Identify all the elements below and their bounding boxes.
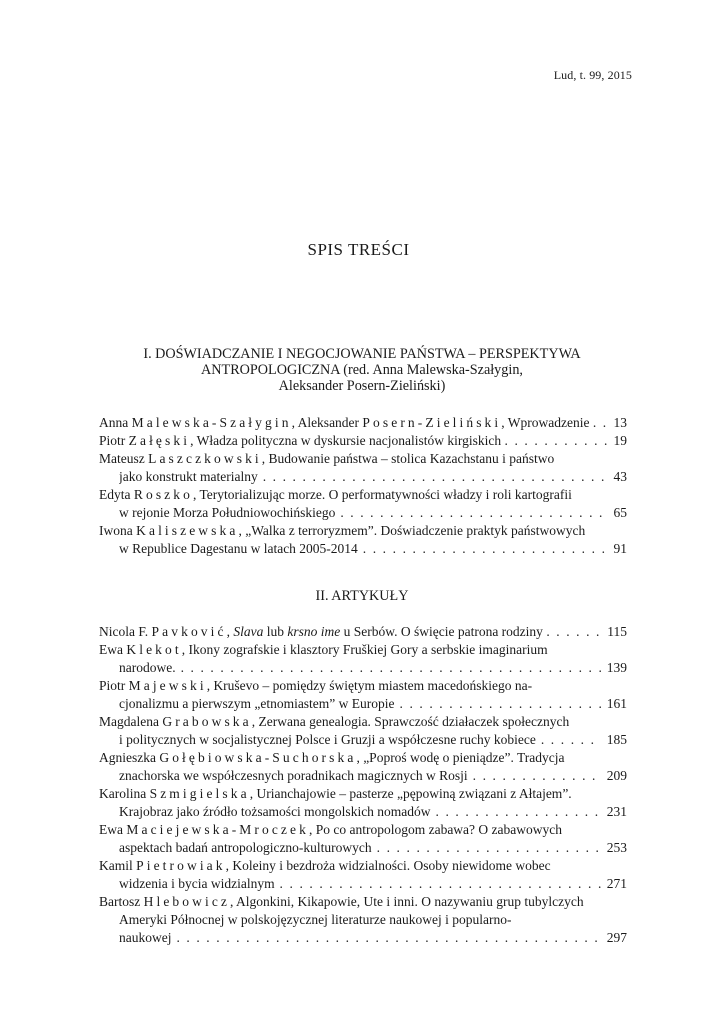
section-heading-1 <box>100 346 624 394</box>
author-first-name: Piotr <box>99 433 126 448</box>
page-number: 115 <box>607 624 627 639</box>
author-surname: Laszczkowski <box>148 451 262 466</box>
entry-title-continued: w Republice Dagestanu w latach 2005-2014 <box>119 541 358 556</box>
author-first-name: Ewa <box>99 822 123 837</box>
entry-title-continued: znachorska we współczesnych poradnikach magicznych w Rosji <box>119 768 468 783</box>
page-number: 209 <box>606 768 627 783</box>
page-number: 19 <box>613 433 627 448</box>
toc-entry[interactable] <box>99 821 627 857</box>
entry-title: lub <box>263 624 288 639</box>
entry-title: , Po co antropologom zabawa? O zabawowych <box>308 822 563 837</box>
toc-entry[interactable] <box>99 641 627 677</box>
author-first-name: Piotr <box>99 678 126 693</box>
toc-entry[interactable] <box>99 893 627 947</box>
entry-title: , <box>226 624 234 639</box>
entry-title-continued: widzenia i bycia widzialnym <box>119 876 275 891</box>
author-surname: Grabowska <box>162 714 252 729</box>
entry-title-continued: w rejonie Morza Południowochińskiego <box>119 505 336 520</box>
entry-title-italic: krsno ime <box>287 624 341 639</box>
entry-title: u Serbów. O święcie patrona rodziny <box>340 624 543 639</box>
toc-section-2 <box>99 623 627 947</box>
toc-entry[interactable] <box>99 414 627 432</box>
section-heading-line: I. DOŚWIADCZANIE I NEGOCJOWANIE PAŃSTWA – PERSPEKTYWA <box>143 346 581 362</box>
entry-title-italic: Slava <box>233 624 264 639</box>
author-first-name: Kamil <box>99 858 133 873</box>
entry-title: , Władza polityczna w dyskursie nacjonalistów kirgiskich <box>190 433 502 448</box>
author-first-name: Ewa <box>99 642 123 657</box>
entry-title: , Urianchajowie – pasterze „pępowiną związani z Ałtajem”. <box>249 786 572 801</box>
entry-title: , „Walka z terroryzmem”. Doświadczenie praktyk państwowych <box>238 523 586 538</box>
author-surname: Hlebowicz <box>143 894 231 909</box>
author-first-name: Mateusz <box>99 451 145 466</box>
toc-entry[interactable] <box>99 749 627 785</box>
page-number: 231 <box>606 804 627 819</box>
author-surname: Pietrowiak <box>136 858 226 873</box>
section-heading-line: ANTROPOLOGICZNA (red. Anna Malewska-Szałygin, <box>201 362 523 378</box>
page-number: 253 <box>606 840 627 855</box>
page-number: 161 <box>606 696 627 711</box>
page-number: 185 <box>606 732 627 747</box>
entry-title-continued: Krajobraz jako źródło tożsamości mongolskich nomadów <box>119 804 431 819</box>
entry-title: , Ikony zografskie i klasztory Fruškiej Gory a serbskie imaginarium <box>181 642 548 657</box>
author-separator: , Aleksander <box>291 415 363 430</box>
toc-entry[interactable] <box>99 857 627 893</box>
author-surname: Gołębiowska-Suchorska <box>159 750 357 765</box>
author-first-name: Nicola F. <box>99 624 149 639</box>
toc-section-1 <box>99 414 627 558</box>
author-surname: Malewska-Szałygin <box>131 415 292 430</box>
author-first-name: Karolina <box>99 786 147 801</box>
section-heading-2: II. ARTYKUŁY <box>315 588 409 604</box>
entry-title-continued: cjonalizmu a pierwszym „etnomiastem” w Europie <box>119 696 395 711</box>
author-first-name: Agnieszka <box>99 750 156 765</box>
author-surname: Załęski <box>128 433 191 448</box>
author-surname: Posern-Zieliński <box>362 415 502 430</box>
toc-entry[interactable] <box>99 450 627 486</box>
entry-title: , „Poproś wodę o pieniądze”. Tradycja <box>356 750 565 765</box>
toc-entry[interactable] <box>99 486 627 522</box>
entry-title: , Terytorializując morze. O performatywności władzy i roli kartografii <box>192 487 572 502</box>
toc-entry[interactable] <box>99 522 627 558</box>
entry-title-continued: narodowe. <box>119 660 176 675</box>
author-surname: Majewski <box>128 678 207 693</box>
page-number: 65 <box>613 505 627 520</box>
page-number: 91 <box>613 541 627 556</box>
page-number: 297 <box>606 930 627 945</box>
page-number: 13 <box>613 415 627 430</box>
entry-title-continued: aspektach badań antropologiczno-kulturowych <box>119 840 372 855</box>
page-number: 43 <box>613 469 627 484</box>
author-surname: Kaliszewska <box>136 523 239 538</box>
author-surname: Klekot <box>126 642 182 657</box>
running-head: Lud, t. 99, 2015 <box>553 68 632 82</box>
entry-title: , Budowanie państwa – stolica Kazachstanu i państwo <box>261 451 555 466</box>
entry-title-continued: i politycznych w socjalistycznej Polsce i Gruzji a współczesne ruchy kobiece <box>119 732 536 747</box>
entry-title: , Algonkini, Kikapowie, Ute i inni. O nazywaniu grup tubylczych <box>230 894 584 909</box>
entry-title: , Wprowadzenie <box>501 415 590 430</box>
toc-entry[interactable] <box>99 785 627 821</box>
page-title: SPIS TREŚCI <box>307 240 410 259</box>
author-first-name: Magdalena <box>99 714 159 729</box>
toc-entry[interactable] <box>99 432 627 450</box>
author-first-name: Iwona <box>99 523 133 538</box>
author-surname: Szmigielska <box>149 786 250 801</box>
toc-entry[interactable] <box>99 713 627 749</box>
entry-title: , Koleiny i bezdroża widzialności. Osoby niewidome wobec <box>225 858 551 873</box>
entry-title-continued: jako konstrukt materialny <box>119 469 258 484</box>
entry-title-continued: Ameryki Północnej w polskojęzycznej literaturze naukowej i popularno- <box>119 912 512 927</box>
author-surname: Roszko <box>133 487 193 502</box>
page-number: 139 <box>606 660 627 675</box>
toc-entry[interactable] <box>99 677 627 713</box>
toc-entry[interactable] <box>99 623 627 641</box>
entry-title: , Kruševo – pomiędzy świętym miastem macedońskiego na- <box>206 678 533 693</box>
author-surname: Maciejewska-Mroczek <box>126 822 309 837</box>
author-first-name: Edyta <box>99 487 131 502</box>
page-number: 271 <box>606 876 627 891</box>
author-surname: Pavković <box>151 624 227 639</box>
author-first-name: Anna <box>99 415 129 430</box>
author-first-name: Bartosz <box>99 894 141 909</box>
entry-title: , Zerwana genealogia. Sprawczość działaczek społecznych <box>251 714 570 729</box>
section-heading-line: Aleksander Posern-Zieliński) <box>278 378 446 394</box>
entry-title-continued: naukowej <box>119 930 172 945</box>
